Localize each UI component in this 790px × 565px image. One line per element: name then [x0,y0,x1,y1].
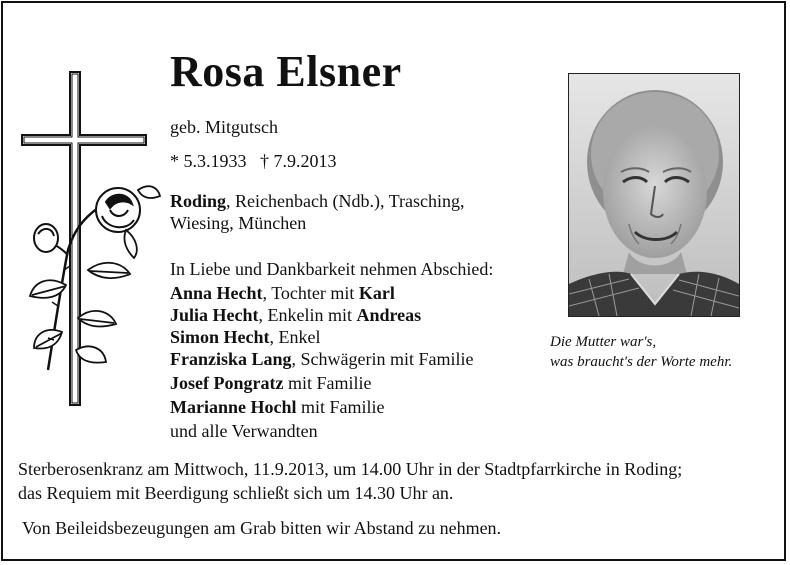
mourner-partner: Andreas [356,305,422,325]
relatives-line: und alle Verwandten [170,421,318,441]
mourner-name: Anna Hecht [170,283,263,303]
mourner-row [170,282,395,304]
photo-caption [550,332,732,372]
service-line-1: Sterberosenkranz am Mittwoch, 11.9.2013, um 14.00 Uhr in der Stadtpfarrkirche in Roding; [18,459,683,479]
mourner-name: Simon Hecht [170,327,270,347]
caption-line-2: was braucht's der Worte mehr. [550,354,733,370]
mourner-relation: , Enkelin mit [258,305,357,325]
mourner-relation: , Schwägerin mit Familie [291,349,474,369]
places-line-2: Wiesing, München [170,213,307,233]
mourner-relation: , Enkel [269,327,321,347]
condolence-note: Von Beileidsbezeugungen am Grab bitten wir Abstand zu nehmen. [22,518,502,538]
mourner-row [170,372,371,394]
mourner-name: Marianne Hochl [170,397,297,417]
mourner-relation: mit Familie [283,373,372,393]
maiden-name: geb. Mitgutsch [170,117,278,137]
mourner-relation: mit Familie [296,397,385,417]
mourner-partner: Karl [358,283,395,303]
place-roding: Roding [170,191,227,211]
mourner-name: Josef Pongratz [170,373,284,393]
mourner-name: Julia Hecht [170,305,259,325]
caption-line-1: Die Mutter war's, [550,334,657,350]
cross-with-rose-icon [18,70,163,410]
mourner-row [170,326,321,348]
portrait-photo [568,73,740,317]
mourner-name: Franziska Lang [170,349,292,369]
mourner-row [170,348,474,370]
service-line-2: das Requiem mit Beerdigung schließt sich um 14.30 Uhr an. [18,483,454,503]
life-dates: * 5.3.1933 † 7.9.2013 [170,151,337,171]
mourner-row [170,304,421,326]
places-rest: , Reichenbach (Ndb.), Trasching, [226,191,465,211]
mourner-row [170,396,385,418]
deceased-name: Rosa Elsner [170,47,402,96]
mourner-relation: , Tochter mit [262,283,359,303]
places-line-1 [170,190,465,212]
farewell-intro: In Liebe und Dankbarkeit nehmen Abschied: [170,259,494,279]
